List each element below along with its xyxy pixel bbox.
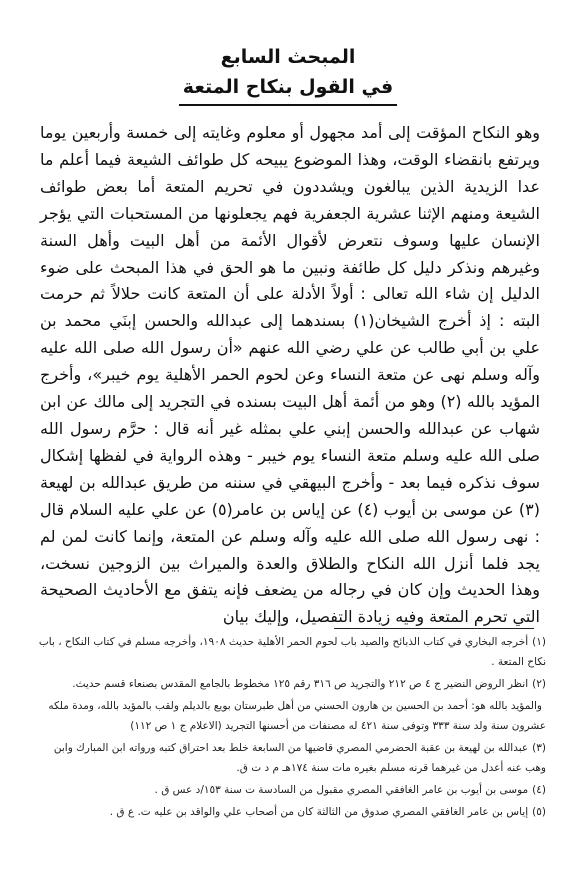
chapter-number-title: المبحث السابع — [220, 46, 356, 68]
body-paragraph: وهو النكاح المؤقت إلى أمد مجهول أو معلوم وغايته إلى خمسة وأربعين يوما ويرتفع بانقضاء الوقت، وهذا الموضوع يبيحه كل طوائف الشيعة فيما أعلم ما عدا الزيدية الذين يبالغون ويشددون في تحريم المتعة أما بعض طوائف الشيعة ومنهم الإثنا عشرية الجعفرية فهم يجعلونها من المستحبات التي يؤجر الإنسان عليها وسوف نتعرض لأقوال الأئمة من أهل البيت وأهل السنة وغيرهم ونذكر دليل كل طائفة ونبين ما هو الحق في هذا المبحث على ضوء الدليل إن شاء الله تعالى : أولاً الأدلة على أن المتعة كانت حلالاً ثم حرمت البته : إذ أخرج الشيخان(١) بسندهما إلى عبدالله والحسن إبنَي محمد بن علي بن أبي طالب عن علي رضي الله عنهم «أن رسول الله صلى الله عليه وآله وسلم نهى عن متعة النساء وعن لحوم الحمر الأهلية يوم خيبر»، وأخرج المؤيد بالله (٢) وهو من أئمة أهل البيت بسنده في التجريد إلى مالك عن ابن شهاب عن عبدالله والحسن إبني علي بمثله غير أنه قال : حرَّم رسول الله صلى الله عليه وسلم متعة النساء يوم خيبر - وهذه الرواية في لفظها إشكال سوف نذكره فيما بعد - وأخرج البيهقي في سننه من طريق عبدالله بن لهيعة (٣) عن موسى بن أيوب (٤) عن إياس بن عامر(٥) عن علي عليه السلام قال : نهى رسول الله صلى الله عليه وآله وسلم عن المتعة، وإنما كانت لمن لم يجد فلما أنزل الله النكاح والطلاق والعدة والميراث بين الزوجين نسخت، وهذا الحديث وإن كان في رجاله من يضعف فإنه يتفق مع الأحاديث الصحيحة التي تحرم المتعة وفيه زيادة التفصيل، وإليك بيان — [40, 123, 541, 627]
footnote-2-continued: والمؤيد بالله هو: أحمد بن الحسين بن هارون الحسني من أهل طبرستان بويع بالديلم ولقب بالمؤيد بالله، ومدة ملكه عشرون سنة ولد سنة ٣٣٣ وتوفى سنة ٤٢١ له مصنفات من أحسنها التجريد (الاعلام ج ١ ص ١١٢) — [48, 700, 546, 732]
chapter-heading — [0, 42, 576, 106]
footnote-3: (٣)عبدالله بن لهيعة بن عقبة الحضرمي المصري قاضيها من السابعة خلط بعد احتراق كتبه ورواته ابن المبارك وابن وهب عنه أعدل من غيرهما قرنه مسلم بغيره مات سنة ١٧٤هـ م د ت ق. — [53, 742, 546, 774]
footnote-5: (٥)إياس بن عامر الغافقي المصري صدوق من الثالثة كان من أصحاب علي والواقد بن عليه ت. ع ق . — [109, 806, 546, 818]
footnote-divider — [334, 628, 534, 629]
footnote-2: (٢)انظر الروض النضير ج ٤ ص ٢١٢ والتجريد ص ٣١٦ رقم ١٢٥ مخطوط بالجامع المقدس بصنعاء قسم حديث. — [72, 678, 546, 690]
body-text — [40, 120, 540, 631]
footnote-4: (٤)موسى بن أيوب بن عامر الغافقي المصري مقبول من السادسة ت سنة ١٥٣/د عس ق . — [154, 784, 546, 796]
footnotes — [36, 632, 546, 824]
footnote-1: (١)أخرجه البخاري في كتاب الذبائح والصيد باب لحوم الحمر الأهلية حديث ١٩٠٨، وأخرجه مسلم في كتاب النكاح ، باب نكاح المتعة . — [38, 636, 546, 668]
chapter-subject-title: في القول بنكاح المتعة — [179, 72, 397, 106]
